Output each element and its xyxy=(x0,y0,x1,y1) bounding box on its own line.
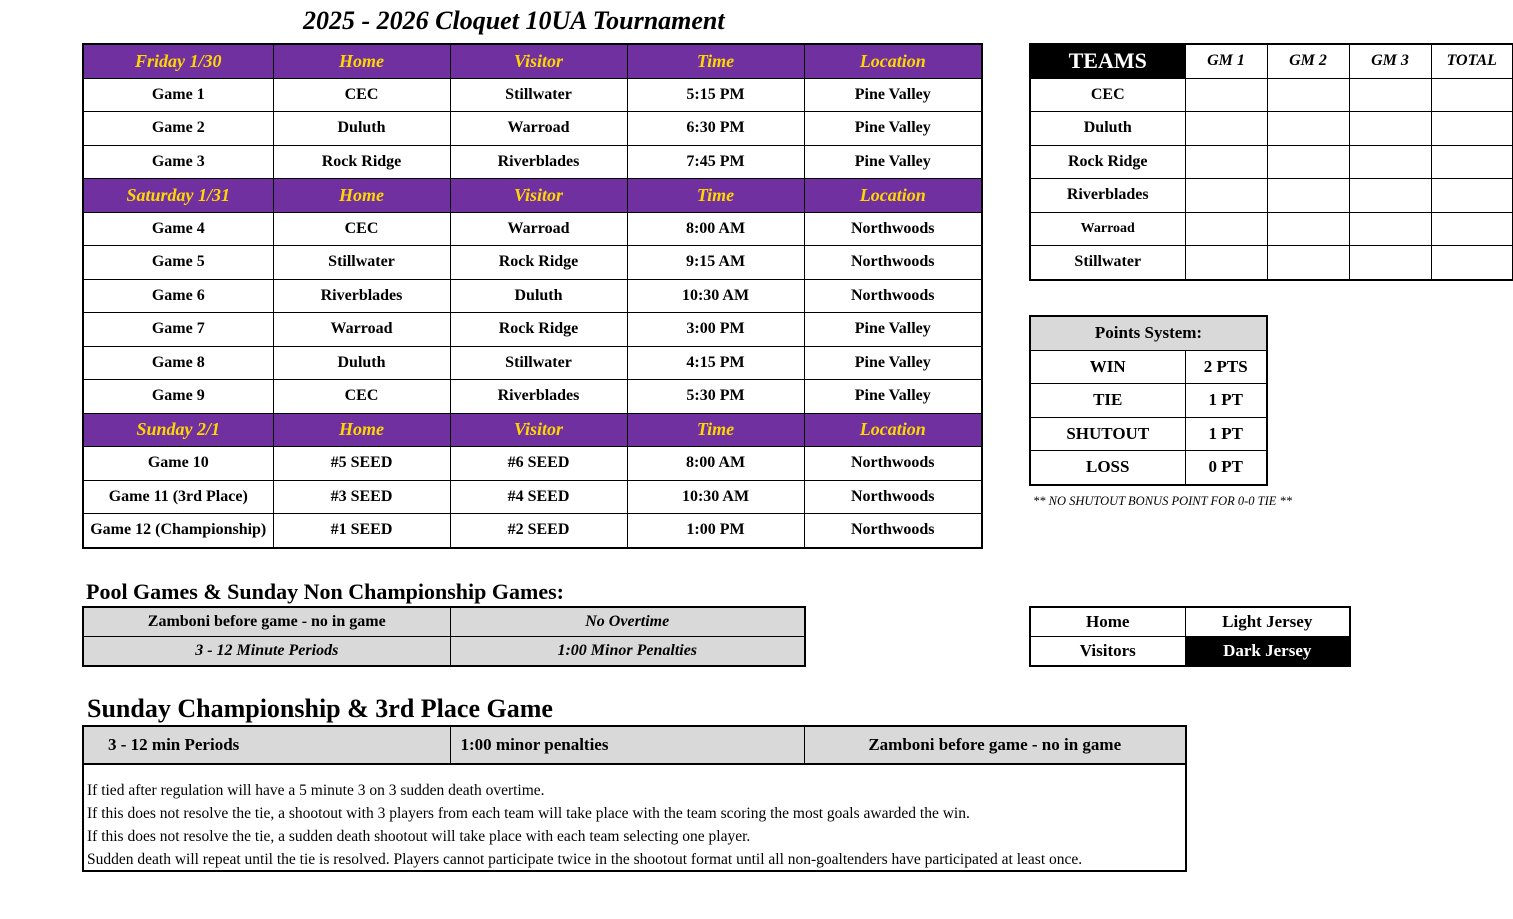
page-title: 2025 - 2026 Cloquet 10UA Tournament xyxy=(303,6,725,35)
standings-table xyxy=(1029,43,1513,281)
home-team: Duluth xyxy=(273,346,450,380)
jersey-team: Visitors xyxy=(1030,637,1185,667)
standings-row xyxy=(1030,112,1513,146)
standings-team: CEC xyxy=(1030,78,1185,112)
standings-score-cell xyxy=(1349,212,1431,246)
standings-score-cell xyxy=(1349,179,1431,213)
visitor-team: Riverblades xyxy=(450,380,627,414)
game-location: Pine Valley xyxy=(804,112,982,146)
championship-rule: 3 - 12 min Periods xyxy=(83,726,450,764)
game-row xyxy=(83,313,982,347)
game-name: Game 9 xyxy=(83,380,273,414)
game-row xyxy=(83,212,982,246)
home-team: Rock Ridge xyxy=(273,145,450,179)
game-time: 3:00 PM xyxy=(627,313,804,347)
column-header: Time xyxy=(627,44,804,78)
game-time: 8:00 AM xyxy=(627,212,804,246)
game-name: Game 2 xyxy=(83,112,273,146)
visitor-team: Rock Ridge xyxy=(450,313,627,347)
visitor-team: #6 SEED xyxy=(450,447,627,481)
game-name: Game 10 xyxy=(83,447,273,481)
home-team: Stillwater xyxy=(273,246,450,280)
game-location: Northwoods xyxy=(804,514,982,548)
standings-score-cell xyxy=(1431,112,1513,146)
standings-score-cell xyxy=(1267,145,1349,179)
standings-row xyxy=(1030,212,1513,246)
column-header: Location xyxy=(804,413,982,447)
standings-column-header: GM 3 xyxy=(1349,44,1431,78)
tiebreak-rule: If tied after regulation will have a 5 minute 3 on 3 sudden death overtime. xyxy=(87,782,545,799)
game-time: 10:30 AM xyxy=(627,480,804,514)
points-value: 1 PT xyxy=(1185,384,1267,418)
standings-score-cell xyxy=(1267,179,1349,213)
game-row xyxy=(83,246,982,280)
standings-score-cell xyxy=(1185,78,1267,112)
standings-score-cell xyxy=(1431,212,1513,246)
pool-rules-table xyxy=(82,606,806,667)
standings-column-header: TOTAL xyxy=(1431,44,1513,78)
jersey-table xyxy=(1029,606,1351,667)
visitor-team: Duluth xyxy=(450,279,627,313)
column-header: Home xyxy=(273,179,450,213)
game-time: 9:15 AM xyxy=(627,246,804,280)
home-team: #1 SEED xyxy=(273,514,450,548)
game-location: Pine Valley xyxy=(804,313,982,347)
game-row xyxy=(83,112,982,146)
column-header: Location xyxy=(804,179,982,213)
game-location: Northwoods xyxy=(804,212,982,246)
game-name: Game 3 xyxy=(83,145,273,179)
home-team: Warroad xyxy=(273,313,450,347)
points-value: 2 PTS xyxy=(1185,350,1267,384)
home-team: Riverblades xyxy=(273,279,450,313)
game-time: 4:15 PM xyxy=(627,346,804,380)
game-time: 8:00 AM xyxy=(627,447,804,481)
game-location: Pine Valley xyxy=(804,346,982,380)
standings-score-cell xyxy=(1349,112,1431,146)
game-row xyxy=(83,279,982,313)
game-time: 5:15 PM xyxy=(627,78,804,112)
game-name: Game 8 xyxy=(83,346,273,380)
standings-score-cell xyxy=(1431,179,1513,213)
column-header: Visitor xyxy=(450,44,627,78)
points-result: LOSS xyxy=(1030,451,1185,485)
standings-score-cell xyxy=(1185,112,1267,146)
game-row xyxy=(83,380,982,414)
game-time: 5:30 PM xyxy=(627,380,804,414)
pool-rule: 1:00 Minor Penalties xyxy=(450,637,805,667)
championship-heading: Sunday Championship & 3rd Place Game xyxy=(87,694,553,723)
standings-team: Stillwater xyxy=(1030,246,1185,280)
game-location: Pine Valley xyxy=(804,380,982,414)
game-row xyxy=(83,145,982,179)
home-team: #5 SEED xyxy=(273,447,450,481)
jersey-color: Light Jersey xyxy=(1185,607,1350,637)
championship-rule: Zamboni before game - no in game xyxy=(804,726,1186,764)
column-header: Home xyxy=(273,413,450,447)
game-time: 10:30 AM xyxy=(627,279,804,313)
championship-rules-table xyxy=(82,725,1187,765)
game-location: Northwoods xyxy=(804,246,982,280)
game-name: Game 7 xyxy=(83,313,273,347)
day-header-row xyxy=(83,413,982,447)
day-header-row xyxy=(83,179,982,213)
pool-games-heading: Pool Games & Sunday Non Championship Games: xyxy=(86,579,564,604)
pool-rule: Zamboni before game - no in game xyxy=(83,607,450,637)
visitor-team: Stillwater xyxy=(450,78,627,112)
standings-score-cell xyxy=(1267,78,1349,112)
game-row xyxy=(83,480,982,514)
game-location: Pine Valley xyxy=(804,78,982,112)
column-header: Home xyxy=(273,44,450,78)
game-time: 6:30 PM xyxy=(627,112,804,146)
standings-column-header: GM 2 xyxy=(1267,44,1349,78)
game-row xyxy=(83,346,982,380)
standings-score-cell xyxy=(1349,246,1431,280)
visitor-team: Stillwater xyxy=(450,346,627,380)
points-result: WIN xyxy=(1030,350,1185,384)
schedule-table xyxy=(82,43,983,549)
tiebreak-rule: Sudden death will repeat until the tie is resolved. Players cannot participate twice in the shootout format until all non-goaltenders have participated at least once. xyxy=(87,851,1083,868)
standings-team: Duluth xyxy=(1030,112,1185,146)
standings-score-cell xyxy=(1267,112,1349,146)
standings-team: Rock Ridge xyxy=(1030,145,1185,179)
standings-row xyxy=(1030,145,1513,179)
standings-score-cell xyxy=(1267,246,1349,280)
standings-row xyxy=(1030,246,1513,280)
game-row xyxy=(83,78,982,112)
game-time: 7:45 PM xyxy=(627,145,804,179)
game-name: Game 1 xyxy=(83,78,273,112)
standings-row xyxy=(1030,78,1513,112)
game-location: Northwoods xyxy=(804,447,982,481)
pool-rule: 3 - 12 Minute Periods xyxy=(83,637,450,667)
column-header: Time xyxy=(627,413,804,447)
standings-column-header: GM 1 xyxy=(1185,44,1267,78)
game-name: Game 4 xyxy=(83,212,273,246)
tiebreak-rules xyxy=(82,763,1187,872)
column-header: Visitor xyxy=(450,179,627,213)
standings-team: Warroad xyxy=(1030,212,1185,246)
day-header-row xyxy=(83,44,982,78)
visitor-team: #2 SEED xyxy=(450,514,627,548)
standings-team: Riverblades xyxy=(1030,179,1185,213)
home-team: Duluth xyxy=(273,112,450,146)
day-label: Friday 1/30 xyxy=(83,44,273,78)
standings-score-cell xyxy=(1431,78,1513,112)
standings-score-cell xyxy=(1185,246,1267,280)
standings-score-cell xyxy=(1431,246,1513,280)
jersey-team: Home xyxy=(1030,607,1185,637)
points-value: 1 PT xyxy=(1185,417,1267,451)
game-row xyxy=(83,514,982,548)
game-location: Northwoods xyxy=(804,279,982,313)
points-system-table xyxy=(1029,315,1268,486)
home-team: CEC xyxy=(273,380,450,414)
standings-score-cell xyxy=(1349,145,1431,179)
points-system-header: Points System: xyxy=(1030,316,1267,350)
game-name: Game 11 (3rd Place) xyxy=(83,480,273,514)
home-team: CEC xyxy=(273,212,450,246)
standings-score-cell xyxy=(1185,179,1267,213)
home-team: CEC xyxy=(273,78,450,112)
column-header: Time xyxy=(627,179,804,213)
visitor-team: Warroad xyxy=(450,112,627,146)
points-result: SHUTOUT xyxy=(1030,417,1185,451)
standings-score-cell xyxy=(1185,145,1267,179)
standings-score-cell xyxy=(1267,212,1349,246)
game-location: Northwoods xyxy=(804,480,982,514)
game-name: Game 5 xyxy=(83,246,273,280)
home-team: #3 SEED xyxy=(273,480,450,514)
standings-score-cell xyxy=(1349,78,1431,112)
game-row xyxy=(83,447,982,481)
day-label: Sunday 2/1 xyxy=(83,413,273,447)
standings-header: TEAMS xyxy=(1030,44,1185,78)
jersey-color: Dark Jersey xyxy=(1185,637,1350,667)
tiebreak-rule: If this does not resolve the tie, a sudden death shootout will take place with each team selecting one player. xyxy=(87,828,751,845)
standings-score-cell xyxy=(1185,212,1267,246)
game-time: 1:00 PM xyxy=(627,514,804,548)
points-note: ** NO SHUTOUT BONUS POINT FOR 0-0 TIE ** xyxy=(1033,494,1293,508)
championship-rule: 1:00 minor penalties xyxy=(450,726,804,764)
column-header: Visitor xyxy=(450,413,627,447)
tiebreak-rule: If this does not resolve the tie, a shootout with 3 players from each team will take place with the team scoring the most goals awarded the win. xyxy=(87,805,970,822)
game-name: Game 12 (Championship) xyxy=(83,514,273,548)
visitor-team: Warroad xyxy=(450,212,627,246)
points-value: 0 PT xyxy=(1185,451,1267,485)
visitor-team: Rock Ridge xyxy=(450,246,627,280)
column-header: Location xyxy=(804,44,982,78)
visitor-team: Riverblades xyxy=(450,145,627,179)
standings-row xyxy=(1030,179,1513,213)
pool-rule: No Overtime xyxy=(450,607,805,637)
day-label: Saturday 1/31 xyxy=(83,179,273,213)
game-location: Pine Valley xyxy=(804,145,982,179)
visitor-team: #4 SEED xyxy=(450,480,627,514)
points-result: TIE xyxy=(1030,384,1185,418)
standings-score-cell xyxy=(1431,145,1513,179)
game-name: Game 6 xyxy=(83,279,273,313)
